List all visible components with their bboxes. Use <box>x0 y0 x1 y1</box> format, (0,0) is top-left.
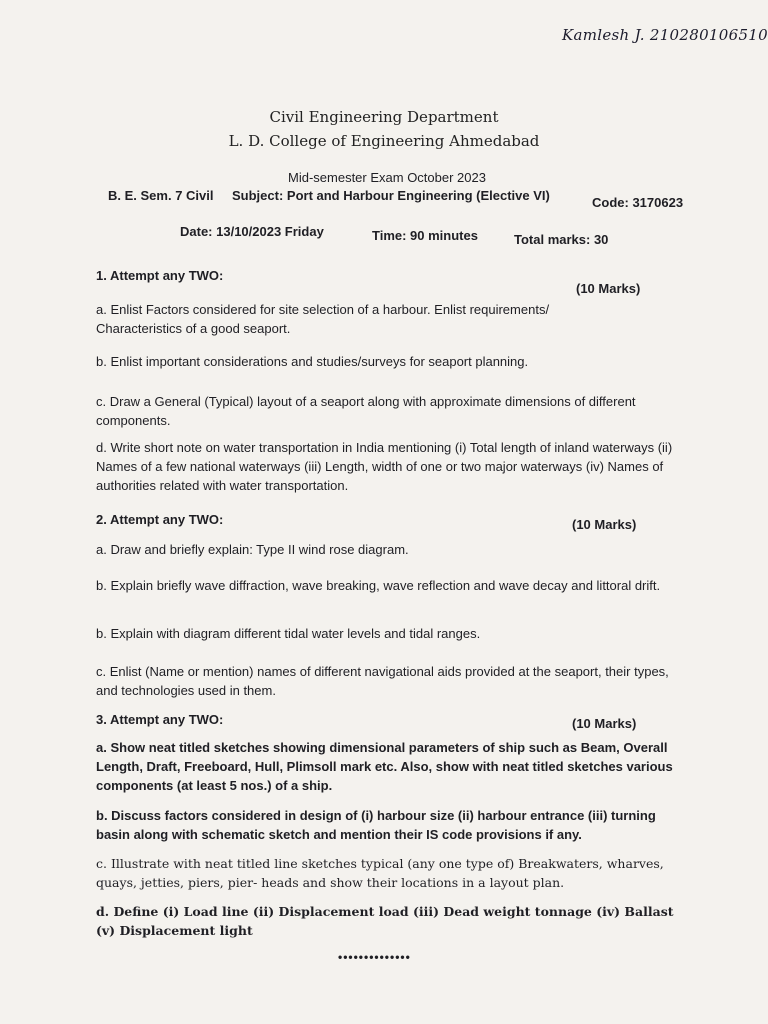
subject: Subject: Port and Harbour Engineering (Elective VI) <box>232 188 550 203</box>
q1-part-d: d. Write short note on water transportation in India mentioning (i) Total length of inland waterways (ii) Names of a few national waterways (iii) Length, width of one or two major waterways (iv) Names of authorities related with water transportation. <box>96 440 673 493</box>
question-2-marks: (10 Marks) <box>572 517 637 532</box>
question-3-marks: (10 Marks) <box>572 716 637 731</box>
semester: B. E. Sem. 7 Civil <box>108 188 214 203</box>
end-of-paper-mark: •••••••••••••• <box>338 950 411 964</box>
q2-part-b-waves: b. Explain briefly wave diffraction, wave breaking, wave reflection and wave decay and littoral drift. <box>96 578 661 593</box>
q1-part-c: c. Draw a General (Typical) layout of a seaport along with approximate dimensions of different components. <box>96 394 636 428</box>
q2-part-a: a. Draw and briefly explain: Type II wind rose diagram. <box>96 542 409 557</box>
question-2-title: 2. Attempt any TWO: <box>96 512 224 527</box>
q3-part-c: c. Illustrate with neat titled line sketches typical (any one type of) Breakwaters, wharves, quays, jetties, piers, pier- heads and show their locations in a layout plan. <box>96 856 664 890</box>
q3-part-d: d. Define (i) Load line (ii) Displacement load (iii) Dead weight tonnage (iv) Ballast (v) Displacement light <box>96 904 674 938</box>
q1-part-b: b. Enlist important considerations and studies/surveys for seaport planning. <box>96 354 529 369</box>
exam-title: Mid-semester Exam October 2023 <box>288 170 486 185</box>
exam-time: Time: 90 minutes <box>372 228 478 243</box>
q3-part-b: b. Discuss factors considered in design of (i) harbour size (ii) harbour entrance (iii) turning basin along with schematic sketch and mention their IS code provisions if any. <box>96 808 656 842</box>
college-name: L. D. College of Engineering Ahmedabad <box>228 132 540 150</box>
department-name: Civil Engineering Department <box>269 108 499 126</box>
question-3-title: 3. Attempt any TWO: <box>96 712 224 727</box>
exam-date: Date: 13/10/2023 Friday <box>180 224 324 239</box>
q1-part-a: a. Enlist Factors considered for site selection of a harbour. Enlist requirements/ Characteristics of a good seaport. <box>96 302 550 336</box>
question-1-marks: (10 Marks) <box>576 281 641 296</box>
total-marks: Total marks: 30 <box>514 232 609 247</box>
student-note: Kamlesh J. 210280106510 <box>562 26 768 44</box>
question-1-title: 1. Attempt any TWO: <box>96 268 224 283</box>
q2-part-c: c. Enlist (Name or mention) names of different navigational aids provided at the seaport, their types, and technologies used in them. <box>96 664 669 698</box>
q2-part-b-tides: b. Explain with diagram different tidal water levels and tidal ranges. <box>96 626 481 641</box>
subject-code: Code: 3170623 <box>592 195 684 210</box>
q3-part-a: a. Show neat titled sketches showing dimensional parameters of ship such as Beam, Overall Length, Draft, Freeboard, Hull, Plimsoll mark etc. Also, show with neat titled sketches various components (at least 5 nos.) of a ship. <box>96 740 673 793</box>
